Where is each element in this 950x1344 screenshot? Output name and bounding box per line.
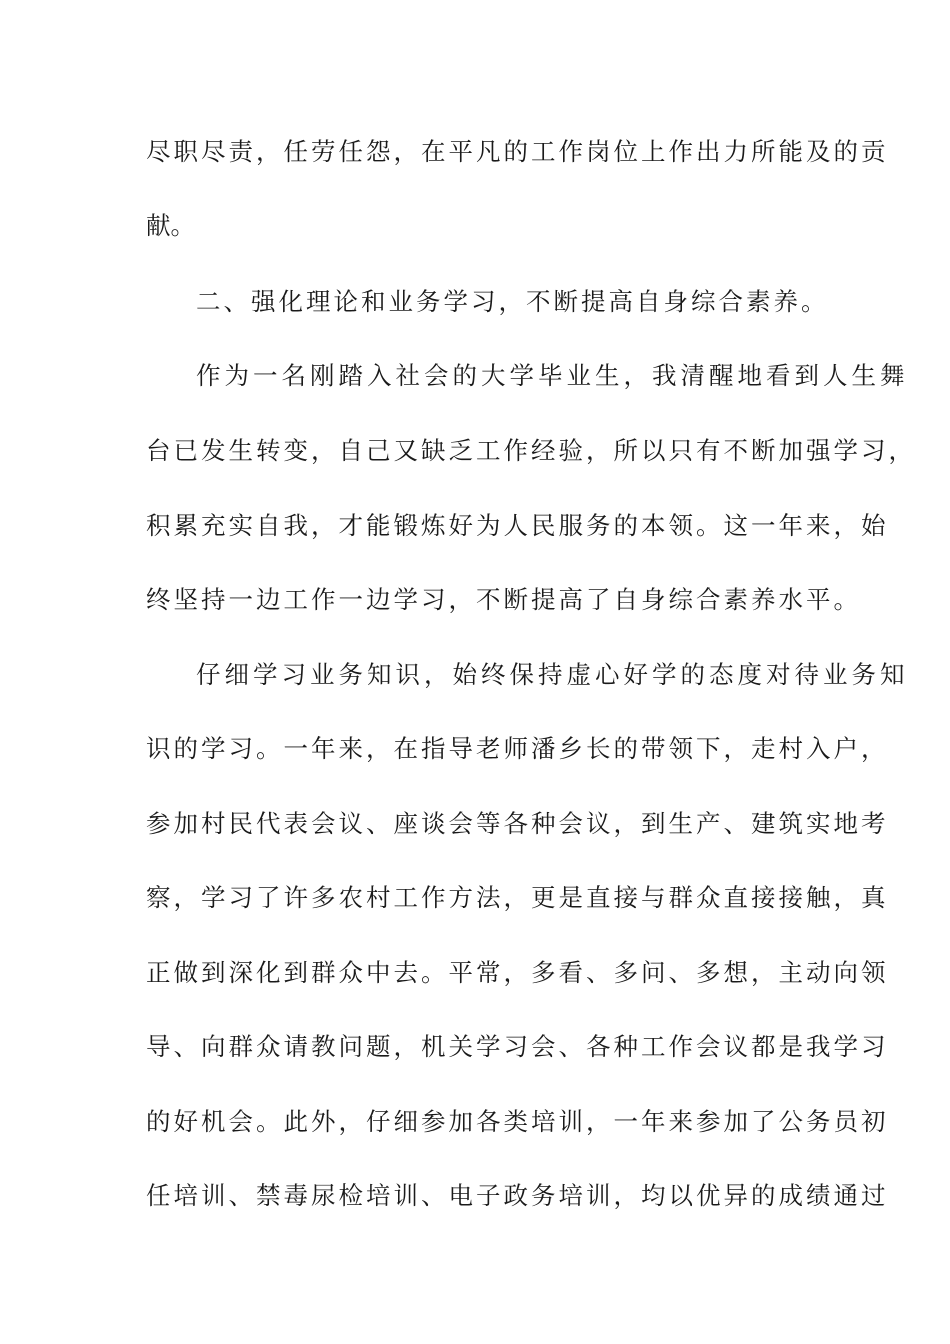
paragraph-line: 积累充实自我，才能锻炼好为人民服务的本领。这一年来，始 — [146, 511, 889, 540]
paragraph-line: 导、向群众请教问题，机关学习会、各种工作会议都是我学习 — [146, 1032, 889, 1061]
paragraph-line: 的好机会。此外，仔细参加各类培训，一年来参加了公务员初 — [146, 1107, 889, 1136]
section-heading: 二、强化理论和业务学习，不断提高自身综合素养。 — [196, 287, 829, 316]
paragraph-line: 献。 — [146, 211, 195, 240]
paragraph-line: 正做到深化到群众中去。平常，多看、多问、多想，主动向领 — [146, 958, 889, 987]
paragraph-line: 尽职尽责，任劳任怨，在平凡的工作岗位上作出力所能及的贡 — [146, 137, 889, 166]
paragraph-line: 作为一名刚踏入社会的大学毕业生，我清醒地看到人生舞 — [196, 361, 909, 390]
paragraph-line: 终坚持一边工作一边学习，不断提高了自身综合素养水平。 — [146, 585, 861, 614]
paragraph-line: 仔细学习业务知识，始终保持虚心好学的态度对待业务知 — [196, 660, 909, 689]
paragraph-line: 任培训、禁毒尿检培训、电子政务培训，均以优异的成绩通过 — [146, 1181, 889, 1210]
paragraph-line: 察，学习了许多农村工作方法，更是直接与群众直接接触，真 — [146, 883, 889, 912]
paragraph-line: 识的学习。一年来，在指导老师潘乡长的带领下，走村入户， — [146, 734, 889, 763]
paragraph-line: 参加村民代表会议、座谈会等各种会议，到生产、建筑实地考 — [146, 809, 889, 838]
paragraph-line: 台已发生转变，自己又缺乏工作经验，所以只有不断加强学习， — [146, 436, 916, 465]
